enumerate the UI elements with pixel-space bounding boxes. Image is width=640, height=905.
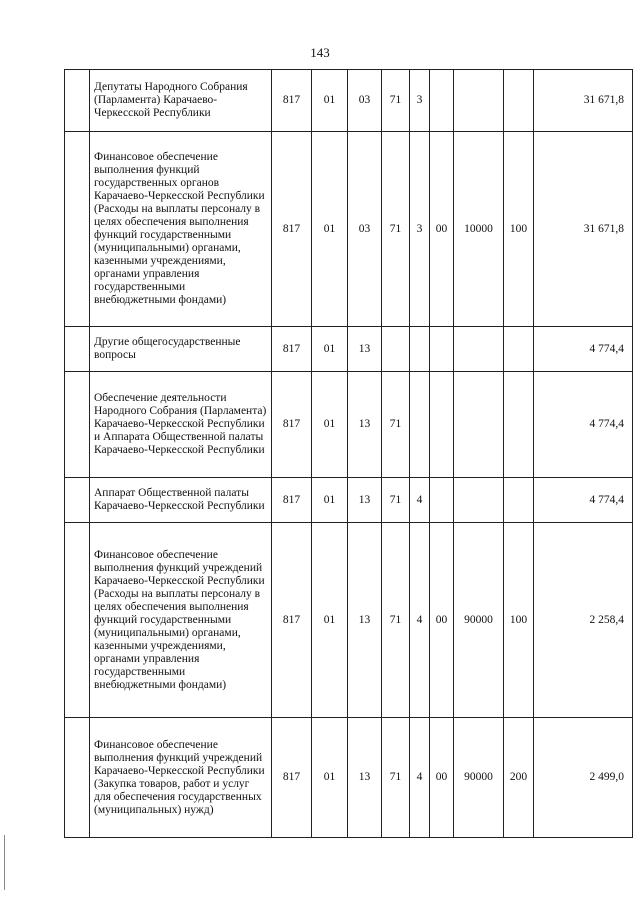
table-row (65, 718, 633, 838)
table-row (65, 70, 633, 132)
program-code-cell (382, 327, 410, 372)
ministry-code-cell: 817 (272, 523, 312, 718)
program-code-cell: 71 (382, 70, 410, 132)
program-code-cell: 71 (382, 478, 410, 523)
direction-code-cell (430, 478, 454, 523)
subprogram-code-cell: 4 (410, 718, 430, 838)
row-name-cell: Финансовое обеспечение выполнения функций государственных органов Карачаево-Черкесской Республики (Расходы на выплаты персоналу в целях обеспечения выполнения функций государственными (муниципальными) органами, казенными учреждениями, органами управления государственными внебюджетными фондами) (90, 132, 272, 327)
ministry-code-cell: 817 (272, 718, 312, 838)
blank-cell (65, 132, 90, 327)
table-row (65, 372, 633, 478)
row-name-cell: Другие общегосударственные вопросы (90, 327, 272, 372)
table-row (65, 132, 633, 327)
target-code-cell: 90000 (454, 523, 504, 718)
row-name-cell: Финансовое обеспечение выполнения функций учреждений Карачаево-Черкесской Республики (Расходы на выплаты персоналу в целях обеспечения выполнения функций государственными (муниципальными) органами, казенными учреждениями, органами управления государственными внебюджетными фондами) (90, 523, 272, 718)
row-name-cell: Обеспечение деятельности Народного Собрания (Парламента) Карачаево-Черкесской Республики и Аппарата Общественной палаты Карачаево-Черкесской Республики (90, 372, 272, 478)
section-code-cell: 01 (312, 132, 348, 327)
subprogram-code-cell (410, 372, 430, 478)
blank-cell (65, 718, 90, 838)
direction-code-cell (430, 327, 454, 372)
subprogram-code-cell: 4 (410, 523, 430, 718)
expense-type-cell (504, 478, 534, 523)
blank-cell (65, 523, 90, 718)
amount-cell: 4 774,4 (534, 372, 633, 478)
target-code-cell (454, 372, 504, 478)
program-code-cell: 71 (382, 718, 410, 838)
scan-margin-mark (4, 835, 7, 890)
table-row (65, 523, 633, 718)
subsection-code-cell: 13 (348, 372, 382, 478)
page-number: 143 (310, 45, 330, 60)
section-code-cell: 01 (312, 70, 348, 132)
amount-cell: 2 258,4 (534, 523, 633, 718)
blank-cell (65, 70, 90, 132)
subsection-code-cell: 13 (348, 523, 382, 718)
subsection-code-cell: 13 (348, 478, 382, 523)
subsection-code-cell: 03 (348, 132, 382, 327)
target-code-cell (454, 478, 504, 523)
subsection-code-cell: 13 (348, 718, 382, 838)
budget-table (64, 69, 633, 838)
amount-cell: 4 774,4 (534, 327, 633, 372)
row-name-cell: Финансовое обеспечение выполнения функций учреждений Карачаево-Черкесской Республики (Закупка товаров, работ и услуг для обеспечения государственных (муниципальных) нужд) (90, 718, 272, 838)
table-row (65, 327, 633, 372)
blank-cell (65, 478, 90, 523)
subprogram-code-cell: 4 (410, 478, 430, 523)
expense-type-cell: 200 (504, 718, 534, 838)
target-code-cell (454, 70, 504, 132)
section-code-cell: 01 (312, 523, 348, 718)
expense-type-cell: 100 (504, 132, 534, 327)
ministry-code-cell: 817 (272, 70, 312, 132)
ministry-code-cell: 817 (272, 327, 312, 372)
amount-cell: 2 499,0 (534, 718, 633, 838)
program-code-cell: 71 (382, 372, 410, 478)
amount-cell: 4 774,4 (534, 478, 633, 523)
row-name-cell: Депутаты Народного Собрания (Парламента) Карачаево-Черкесской Республики (90, 70, 272, 132)
ministry-code-cell: 817 (272, 372, 312, 478)
subprogram-code-cell (410, 327, 430, 372)
subprogram-code-cell: 3 (410, 70, 430, 132)
program-code-cell: 71 (382, 132, 410, 327)
section-code-cell: 01 (312, 718, 348, 838)
expense-type-cell: 100 (504, 523, 534, 718)
target-code-cell: 90000 (454, 718, 504, 838)
target-code-cell (454, 327, 504, 372)
subsection-code-cell: 13 (348, 327, 382, 372)
subsection-code-cell: 03 (348, 70, 382, 132)
amount-cell: 31 671,8 (534, 132, 633, 327)
section-code-cell: 01 (312, 478, 348, 523)
direction-code-cell (430, 70, 454, 132)
direction-code-cell: 00 (430, 132, 454, 327)
section-code-cell: 01 (312, 327, 348, 372)
expense-type-cell (504, 327, 534, 372)
row-name-cell: Аппарат Общественной палаты Карачаево-Черкесской Республики (90, 478, 272, 523)
blank-cell (65, 327, 90, 372)
direction-code-cell (430, 372, 454, 478)
expense-type-cell (504, 70, 534, 132)
direction-code-cell: 00 (430, 523, 454, 718)
program-code-cell: 71 (382, 523, 410, 718)
subprogram-code-cell: 3 (410, 132, 430, 327)
section-code-cell: 01 (312, 372, 348, 478)
table-row (65, 478, 633, 523)
direction-code-cell: 00 (430, 718, 454, 838)
ministry-code-cell: 817 (272, 132, 312, 327)
ministry-code-cell: 817 (272, 478, 312, 523)
expense-type-cell (504, 372, 534, 478)
amount-cell: 31 671,8 (534, 70, 633, 132)
blank-cell (65, 372, 90, 478)
target-code-cell: 10000 (454, 132, 504, 327)
